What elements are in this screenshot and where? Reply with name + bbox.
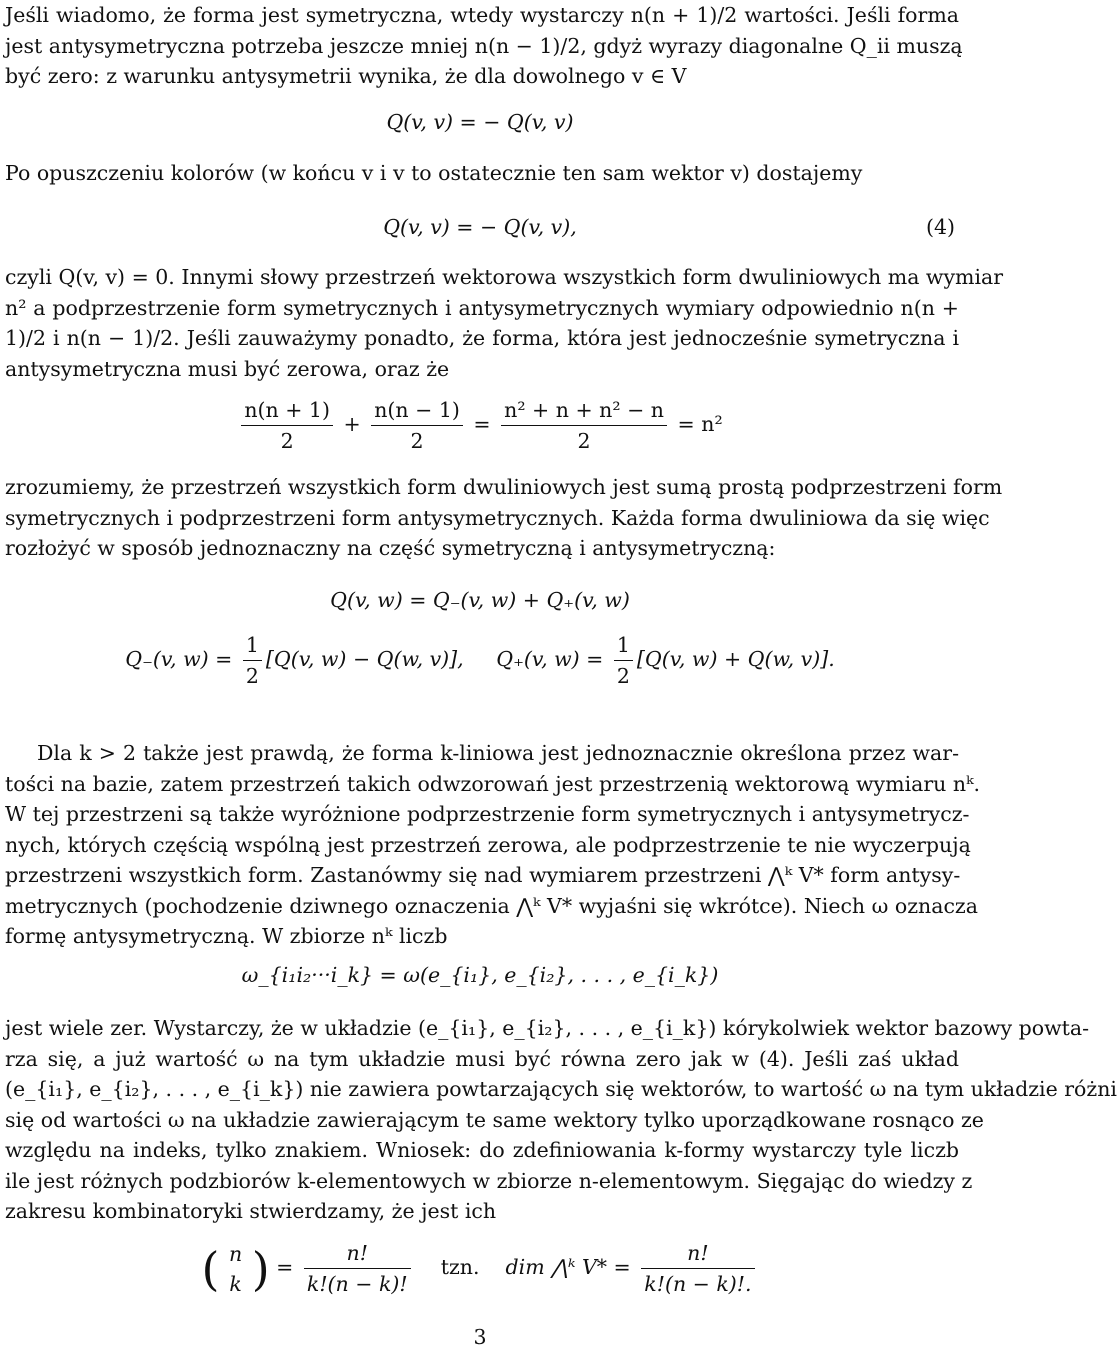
text-line: zakresu kombinatoryki stwierdzamy, że jest ich [5,1199,497,1223]
text-line: symetrycznych i podprzestrzeni form antysymetrycznych. Każda forma dwuliniowa da się więc [5,505,990,530]
fraction: $\frac{n(n + 1)}{2}$ [241,395,333,456]
page-number: 3 [473,1325,487,1349]
text-line: n² a podprzestrzenie form symetrycznych i antysymetrycznych wymiary odpowiednio n(n + [5,295,959,320]
right-paren: ) [251,1241,270,1296]
fraction: $\frac{n(n - 1)}{2}$ [371,395,463,456]
paragraph-3 [5,262,1004,384]
paragraph-1 [5,0,963,92]
equation-binomial: ( n k ) = $\frac{n!}{k!(n - k)!}$ tzn. dim ⋀ᵏ V* = $\frac{n!}{k!(n - k)!.}$ [0,1238,960,1299]
text-line: (e_{i₁}, e_{i₂}, . . . , e_{i_k}) nie zawiera powtarzających się wektorów, to wartość ω na tym układzie różni [5,1077,1117,1101]
fraction-half: $\frac{1}{2}$ [243,630,262,691]
equation-omega: ω_{i₁i₂···i_k} = ω(e_{i₁}, e_{i₂}, . . . , e_{i_k}) [241,963,719,987]
text-line: Jeśli wiadomo, że forma jest symetryczna, wtedy wystarczy n(n + 1)/2 wartości. Jeśli forma [5,3,959,27]
left-paren: ( [201,1241,220,1296]
text-line: W tej przestrzeni są także wyróżnione podprzestrzenie form symetrycznych i antysymetrycz- [5,802,970,826]
text-line: Dla k > 2 także jest prawdą, że forma k-liniowa jest jednoznacznie określona przez war- [37,741,959,765]
equation-parts: Q₋(v, w) = $\frac{1}{2}$ [Q(v, w) − Q(w, v)], Q₊(v, w) = $\frac{1}{2}$ [Q(v, w) + Q(w, v)]. [0,630,960,691]
equation-colored: Q(v, v) = − Q(v, v) [386,110,574,134]
equation-number: (4) [925,215,955,239]
paragraph-4 [5,472,1003,564]
text-line: tości na bazie, zatem przestrzeń takich odwzorowań jest przestrzenią wektorową wymiaru nᵏ. [5,771,981,796]
text-line: się od wartości ω na układzie zawierającym te same wektory tylko uporządkowane rosnąco ze [5,1107,984,1132]
text-line: jest wiele zer. Wystarczy, że w układzie (e_{i₁}, e_{i₂}, . . . , e_{i_k}) kórykolwiek wektor bazowy powta- [5,1016,1090,1040]
text-line: Po opuszczeniu kolorów (w końcu v i v to ostatecznie ten sam wektor v) dostajemy [5,161,863,185]
text-line: rozłożyć w sposób jednoznaczny na część symetryczną i antysymetryczną: [5,536,776,560]
text-line: zrozumiemy, że przestrzeń wszystkich form dwuliniowych jest sumą prostą podprzestrzeni form [5,475,1003,499]
paragraph-5 [5,738,981,952]
text-line: czyli Q(v, v) = 0. Innymi słowy przestrzeń wektorowa wszystkich form dwuliniowych ma wymiar [5,265,1004,289]
text-line: antysymetryczna musi być zerowa, oraz że [5,356,450,381]
fraction: $\frac{n!}{k!(n - k)!.}$ [641,1238,754,1299]
binomial: n k [228,1241,243,1296]
text-line: ile jest różnych podzbiorów k-elementowych w zbiorze n-elementowym. Sięgając do wiedzy z [5,1168,973,1193]
paragraph-2 [5,158,959,189]
paragraph-6 [5,1013,1117,1227]
text-line: metrycznych (pochodzenie dziwnego oznaczenia ⋀ᵏ V* wyjaśni się wkrótce). Niech ω oznacza [5,893,978,918]
text-line: formę antysymetryczną. W zbiorze nᵏ liczb [5,924,448,948]
text-line: być zero: z warunku antysymetrii wynika, że dla dowolnego v ∈ V [5,64,687,88]
text-line: nych, których częścią wspólną jest przestrzeń zerowa, ale podprzestrzenie te nie wyczerpują [5,832,971,857]
text-line: rza się, a już wartość ω na tym układzie musi być równa zero jak w (4). Jeśli zaś układ [5,1046,959,1071]
fraction: $\frac{n!}{k!(n - k)!}$ [304,1238,411,1299]
text-line: przestrzeni wszystkich form. Zastanówmy się nad wymiarem przestrzeni ⋀ᵏ V* form antysy- [5,863,961,887]
fraction-half: $\frac{1}{2}$ [614,630,633,691]
fraction: $\frac{\text{n² + n + n² − n}}{2}$ [501,395,667,456]
text-line: jest antysymetryczna potrzeba jeszcze mniej n(n − 1)/2, gdyż wyrazy diagonalne Q_ii muszą [5,33,963,58]
equation-dimension-sum: $\frac{n(n + 1)}{2}$ + $\frac{n(n - 1)}{2}$ = $\frac{\text{n² + n + n² − n}}{2}$ = n² [0,395,960,456]
text-line: względu na indeks, tylko znakiem. Wniosek: do zdefiniowania k-formy wystarczy tyle liczb [5,1138,959,1162]
equation-decomposition: Q(v, w) = Q₋(v, w) + Q₊(v, w) [330,588,630,612]
text-line: 1)/2 i n(n − 1)/2. Jeśli zauważymy ponadto, że forma, która jest jednocześnie symetryczna i [5,326,959,350]
equation-4: Q(v, v) = − Q(v, v), [383,215,577,239]
